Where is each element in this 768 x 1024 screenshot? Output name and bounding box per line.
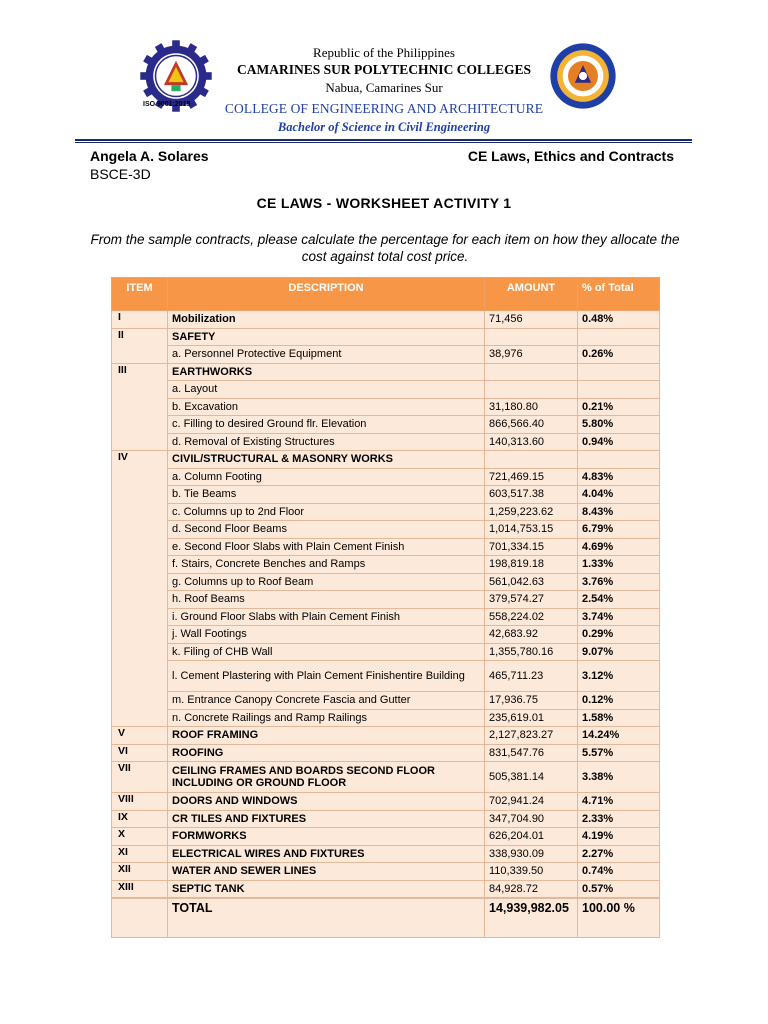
table-row xyxy=(112,398,660,416)
item-cell: V xyxy=(112,727,168,745)
table-row xyxy=(112,727,660,745)
amount-cell: 379,574.27 xyxy=(485,591,578,609)
page-title: CE LAWS - WORKSHEET ACTIVITY 1 xyxy=(256,195,512,211)
percent-cell: 2.54% xyxy=(578,591,660,609)
percent-cell: 1.33% xyxy=(578,556,660,574)
amount-cell: 701,334.15 xyxy=(485,538,578,556)
item-cell: III xyxy=(112,363,168,451)
description-cell: b. Excavation xyxy=(168,398,485,416)
amount-cell: 84,928.72 xyxy=(485,880,578,898)
amount-cell: 866,566.40 xyxy=(485,416,578,434)
percent-cell: 0.26% xyxy=(578,346,660,364)
header-description: DESCRIPTION xyxy=(168,278,485,311)
description-cell: a. Column Footing xyxy=(168,468,485,486)
description-cell: b. Tie Beams xyxy=(168,486,485,504)
item-cell: VI xyxy=(112,744,168,762)
percent-cell xyxy=(578,328,660,346)
header-divider-thin xyxy=(75,142,692,143)
percent-cell: 0.29% xyxy=(578,626,660,644)
header-program: Bachelor of Science in Civil Engineering xyxy=(277,120,491,134)
description-cell: CEILING FRAMES AND BOARDS SECOND FLOOR INCLUDING OR GROUND FLOOR xyxy=(168,762,485,793)
table-row xyxy=(112,363,660,381)
description-cell: FORMWORKS xyxy=(168,828,485,846)
description-cell: EARTHWORKS xyxy=(168,363,485,381)
item-cell: I xyxy=(112,311,168,329)
description-cell: ROOFING xyxy=(168,744,485,762)
description-cell: e. Second Floor Slabs with Plain Cement Finish xyxy=(168,538,485,556)
percent-cell: 6.79% xyxy=(578,521,660,539)
table-row xyxy=(112,626,660,644)
table-row xyxy=(112,311,660,329)
item-cell: VIII xyxy=(112,793,168,811)
total-item-cell xyxy=(112,898,168,938)
description-cell: d. Removal of Existing Structures xyxy=(168,433,485,451)
table-row xyxy=(112,744,660,762)
description-cell: CIVIL/STRUCTURAL & MASONRY WORKS xyxy=(168,451,485,469)
item-cell: II xyxy=(112,328,168,363)
amount-cell xyxy=(485,451,578,469)
table-row xyxy=(112,863,660,881)
total-row xyxy=(112,898,660,938)
description-cell: ELECTRICAL WIRES AND FIXTURES xyxy=(168,845,485,863)
amount-cell: 702,941.24 xyxy=(485,793,578,811)
table-row xyxy=(112,845,660,863)
amount-cell: 140,313.60 xyxy=(485,433,578,451)
percent-cell: 0.12% xyxy=(578,692,660,710)
description-cell: j. Wall Footings xyxy=(168,626,485,644)
amount-cell: 626,204.01 xyxy=(485,828,578,846)
table-row xyxy=(112,608,660,626)
table-row xyxy=(112,692,660,710)
description-cell: c. Columns up to 2nd Floor xyxy=(168,503,485,521)
table-row xyxy=(112,661,660,692)
table-row xyxy=(112,503,660,521)
description-cell: WATER AND SEWER LINES xyxy=(168,863,485,881)
description-cell: c. Filling to desired Ground flr. Elevation xyxy=(168,416,485,434)
cost-allocation-table xyxy=(111,277,660,938)
amount-cell: 2,127,823.27 xyxy=(485,727,578,745)
header-location: Nabua, Camarines Sur xyxy=(325,80,443,95)
percent-cell: 4.04% xyxy=(578,486,660,504)
percent-cell: 0.94% xyxy=(578,433,660,451)
percent-cell: 3.74% xyxy=(578,608,660,626)
table-row xyxy=(112,328,660,346)
percent-cell xyxy=(578,381,660,399)
amount-cell: 465,711.23 xyxy=(485,661,578,692)
description-cell: i. Ground Floor Slabs with Plain Cement Finish xyxy=(168,608,485,626)
amount-cell xyxy=(485,328,578,346)
description-cell: d. Second Floor Beams xyxy=(168,521,485,539)
percent-cell: 4.19% xyxy=(578,828,660,846)
description-cell: h. Roof Beams xyxy=(168,591,485,609)
description-cell: SAFETY xyxy=(168,328,485,346)
description-cell: l. Cement Plastering with Plain Cement Finishentire Building xyxy=(168,661,485,692)
description-cell: n. Concrete Railings and Ramp Railings xyxy=(168,709,485,727)
amount-cell: 31,180.80 xyxy=(485,398,578,416)
table-row xyxy=(112,381,660,399)
header-school: CAMARINES SUR POLYTECHNIC COLLEGES xyxy=(237,62,531,77)
instructions: From the sample contracts, please calculate the percentage for each item on how they allocate the cost against total cost price. xyxy=(90,232,680,264)
percent-cell: 0.48% xyxy=(578,311,660,329)
percent-cell: 2.27% xyxy=(578,845,660,863)
iso-label: ISO 9001:2015 xyxy=(143,101,191,108)
table-row xyxy=(112,762,660,793)
description-cell: ROOF FRAMING xyxy=(168,727,485,745)
table-row xyxy=(112,451,660,469)
description-cell: DOORS AND WINDOWS xyxy=(168,793,485,811)
table-row xyxy=(112,643,660,661)
description-cell: Mobilization xyxy=(168,311,485,329)
table-row xyxy=(112,468,660,486)
amount-cell: 235,619.01 xyxy=(485,709,578,727)
amount-cell: 1,355,780.16 xyxy=(485,643,578,661)
header-item: ITEM xyxy=(112,278,168,311)
item-cell: IV xyxy=(112,451,168,727)
amount-cell: 71,456 xyxy=(485,311,578,329)
percent-cell: 1.58% xyxy=(578,709,660,727)
amount-cell xyxy=(485,381,578,399)
amount-cell: 558,224.02 xyxy=(485,608,578,626)
percent-cell: 4.83% xyxy=(578,468,660,486)
percent-cell: 8.43% xyxy=(578,503,660,521)
table-row xyxy=(112,556,660,574)
header-republic: Republic of the Philippines xyxy=(313,45,455,60)
description-cell: CR TILES AND FIXTURES xyxy=(168,810,485,828)
percent-cell xyxy=(578,363,660,381)
table-row xyxy=(112,346,660,364)
amount-cell: 505,381.14 xyxy=(485,762,578,793)
student-section: BSCE-3D xyxy=(90,166,151,182)
amount-cell: 198,819.18 xyxy=(485,556,578,574)
table-row xyxy=(112,709,660,727)
percent-cell: 4.69% xyxy=(578,538,660,556)
table-row xyxy=(112,416,660,434)
percent-cell: 14.24% xyxy=(578,727,660,745)
header-amount: AMOUNT xyxy=(485,278,578,311)
table-row xyxy=(112,880,660,898)
percent-cell: 3.76% xyxy=(578,573,660,591)
item-cell: VII xyxy=(112,762,168,793)
description-cell: a. Personnel Protective Equipment xyxy=(168,346,485,364)
percent-cell: 5.57% xyxy=(578,744,660,762)
percent-cell: 4.71% xyxy=(578,793,660,811)
table-header-row xyxy=(112,278,660,311)
table-row xyxy=(112,538,660,556)
percent-cell: 9.07% xyxy=(578,643,660,661)
percent-cell: 2.33% xyxy=(578,810,660,828)
table-body xyxy=(112,311,660,938)
item-cell: X xyxy=(112,828,168,846)
amount-cell: 1,259,223.62 xyxy=(485,503,578,521)
amount-cell: 17,936.75 xyxy=(485,692,578,710)
amount-cell: 338,930.09 xyxy=(485,845,578,863)
item-cell: IX xyxy=(112,810,168,828)
header-college: COLLEGE OF ENGINEERING AND ARCHITECTURE xyxy=(224,101,544,116)
amount-cell: 42,683.92 xyxy=(485,626,578,644)
description-cell: k. Filing of CHB Wall xyxy=(168,643,485,661)
total-label: TOTAL xyxy=(168,898,485,938)
description-cell: g. Columns up to Roof Beam xyxy=(168,573,485,591)
table-row xyxy=(112,433,660,451)
header-divider xyxy=(75,139,692,141)
document-header xyxy=(0,0,768,140)
course-title: CE Laws, Ethics and Contracts xyxy=(467,148,674,164)
table-row xyxy=(112,486,660,504)
amount-cell: 110,339.50 xyxy=(485,863,578,881)
amount-cell: 721,469.15 xyxy=(485,468,578,486)
item-cell: XIII xyxy=(112,880,168,898)
amount-cell: 831,547.76 xyxy=(485,744,578,762)
header-percent: % of Total xyxy=(578,278,660,311)
item-cell: XI xyxy=(112,845,168,863)
student-name: Angela A. Solares xyxy=(90,148,209,164)
table-row xyxy=(112,591,660,609)
description-cell: m. Entrance Canopy Concrete Fascia and Gutter xyxy=(168,692,485,710)
percent-cell: 5.80% xyxy=(578,416,660,434)
amount-cell: 603,517.38 xyxy=(485,486,578,504)
percent-cell: 0.74% xyxy=(578,863,660,881)
percent-cell: 3.38% xyxy=(578,762,660,793)
table-row xyxy=(112,573,660,591)
description-cell: f. Stairs, Concrete Benches and Ramps xyxy=(168,556,485,574)
table-row xyxy=(112,828,660,846)
amount-cell: 561,042.63 xyxy=(485,573,578,591)
description-cell: SEPTIC TANK xyxy=(168,880,485,898)
amount-cell: 347,704.90 xyxy=(485,810,578,828)
table-row xyxy=(112,810,660,828)
percent-cell: 3.12% xyxy=(578,661,660,692)
item-cell: XII xyxy=(112,863,168,881)
total-amount: 14,939,982.05 xyxy=(485,898,578,938)
percent-cell xyxy=(578,451,660,469)
percent-cell: 0.57% xyxy=(578,880,660,898)
percent-cell: 0.21% xyxy=(578,398,660,416)
table-row xyxy=(112,521,660,539)
amount-cell xyxy=(485,363,578,381)
total-percent: 100.00 % xyxy=(578,898,660,938)
table-row xyxy=(112,793,660,811)
amount-cell: 1,014,753.15 xyxy=(485,521,578,539)
amount-cell: 38,976 xyxy=(485,346,578,364)
description-cell: a. Layout xyxy=(168,381,485,399)
